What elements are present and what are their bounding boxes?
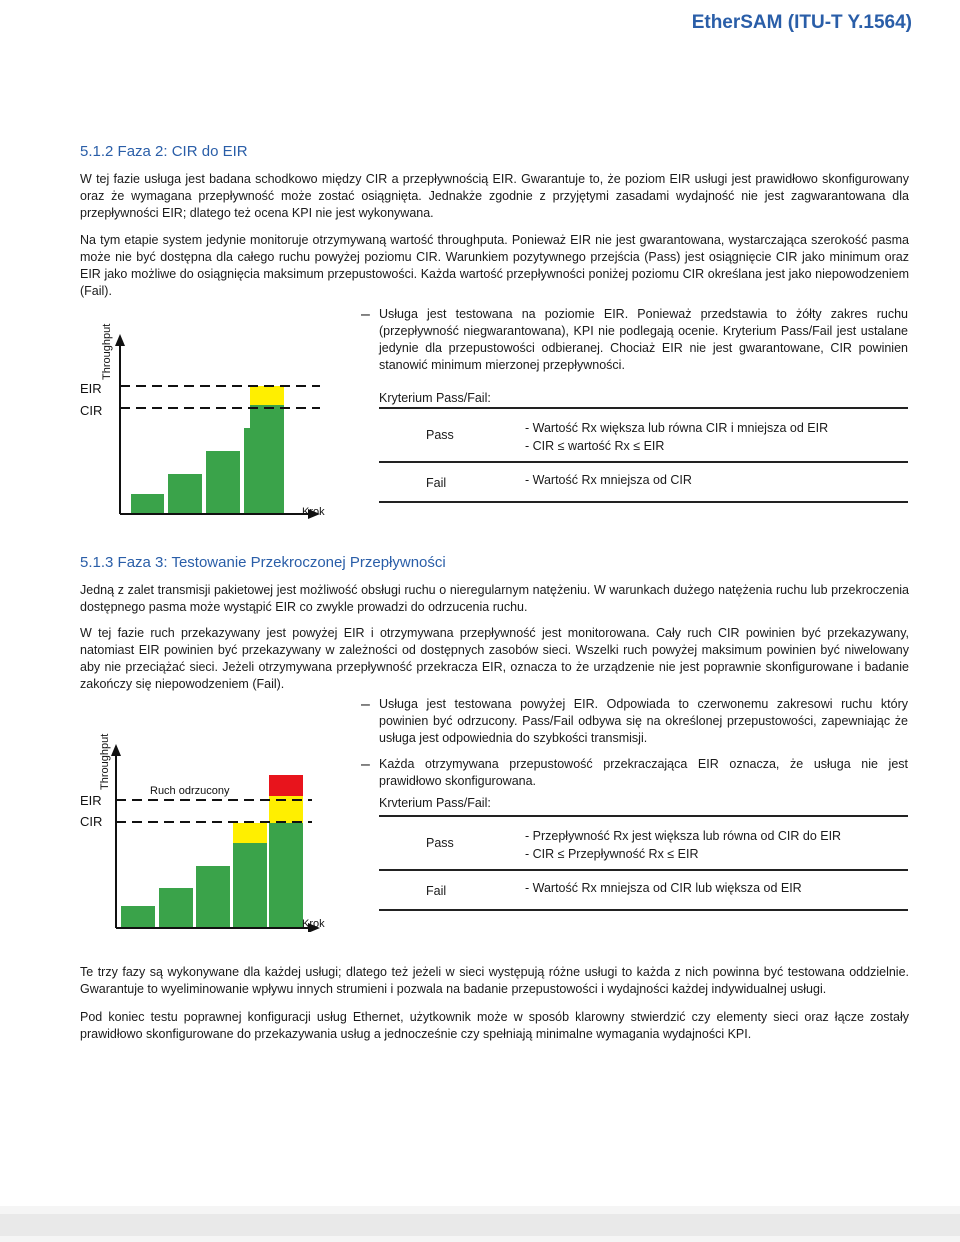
- chart1-bar-step-5-yellow: [250, 386, 284, 405]
- chart2-bar-step-3: [196, 866, 230, 928]
- chart2-bar-step-2: [159, 888, 193, 928]
- chart2-bar-step-5-red: [269, 775, 303, 796]
- phase2-fail-criterion: - Wartość Rx mniejsza od CIR: [525, 473, 692, 487]
- phase3-fail-criterion: - Wartość Rx mniejsza od CIR lub większa od EIR: [525, 881, 802, 895]
- section-heading-phase3: 5.1.3 Faza 3: Testowanie Przekroczonej Przepływności: [80, 554, 446, 571]
- table-separator: [379, 461, 908, 463]
- chart2-bars: [121, 775, 303, 928]
- phase2-pass-fail-table: [379, 407, 908, 503]
- phase3-pass-fail-table: [379, 815, 908, 911]
- chart1-bar-step-5-green: [250, 405, 284, 514]
- phase3-paragraph-2: W tej fazie ruch przekazywany jest powyżej EIR i otrzymywana przepływność jest monitorowana. Cały ruch CIR powinien być przekazywany, natomiast EIR powinien być przekazywany w zależności od dostępnych zasobów sieci. Wszelki ruch powyżej maksimum powinien być niwelowany aby nie przeciążać sieci. Jeżeli otrzymywana przepływność przekracza EIR, oznacza to że urządzenie nie jest poprawnie skonfigurowane i badanie zakończy się niepowodzeniem (Fail).: [80, 626, 909, 691]
- chart1-x-axis-label: Krok: [302, 506, 325, 518]
- chart1-bars: [131, 386, 284, 514]
- chart2-bar-step-4-green: [233, 843, 267, 928]
- phase2-bullet-text: Usługa jest testowana na poziomie EIR. Ponieważ przedstawia to żółty zakres ruchu (przepływność niegwarantowana), KPI nie podlegają ocenie. Kryterium Pass/Fail jest ustalane jedynie dla przepustowości odbieranej. Chociaż EIR nie jest gwarantowane, CIR powinien stanowić minimum mierzonej przepływności.: [379, 307, 908, 372]
- phase2-pass-label: Pass: [426, 428, 454, 442]
- chart1-y-axis-label: Throughput: [101, 323, 113, 380]
- footer-band-inner: [0, 1214, 960, 1236]
- phase3-bullet-2-text: Każda otrzymywana przepustowość przekraczająca EIR oznacza, że usługa nie jest prawidłowo skonfigurowana.: [379, 757, 908, 788]
- bullet-dash: –: [361, 756, 370, 773]
- phase2-step-chart: [76, 316, 336, 522]
- phase3-paragraph-1: Jedną z zalet transmisji pakietowej jest możliwość obsługi ruchu o nieregularnym natężeniu. W warunkach dużego natężenia ruchu lub przekroczenia dostępnego pasma może wystąpić EIR co zwykle prowadzi do odrzucenia ruchu.: [80, 583, 909, 614]
- bullet-dash: –: [361, 696, 370, 713]
- phase3-step-chart: [76, 726, 336, 932]
- chart1-eir-label: EIR: [80, 381, 102, 396]
- phase2-fail-label: Fail: [426, 476, 447, 490]
- chart2-bar-step-4-yellow: [233, 823, 267, 843]
- chart2-bar-step-5-green: [269, 823, 303, 928]
- document-header-title: EtherSAM (ITU-T Y.1564): [691, 12, 912, 33]
- phase2-bullet: [361, 306, 908, 374]
- table-separator: [379, 869, 908, 871]
- chart1-bar-step-2: [168, 474, 202, 514]
- closing-paragraph-2: Pod koniec testu poprawnej konfiguracji usług Ethernet, użytkownik może w sposób klarowny stwierdzić czy elementy sieci oraz łącze zostały prawidłowo skonfigurowane do przekazywania usług a jednocześnie czy spełniają minimalne wymagania wydajności KPI.: [80, 1010, 909, 1041]
- phase2-paragraph-1: W tej fazie usługa jest badana schodkowo między CIR a przepływnością EIR. Gwarantuje to, że poziom EIR usługi jest prawidłowo skonfigurowany oraz że wymagana przepływność może zostać osiągnięta. Jednakże zgodnie z przyjętymi zasadami wydajność nie jest zagwarantowana dla przepływności EIR; dlatego też ocena KPI nie jest wykonywana.: [80, 172, 909, 220]
- chart2-x-axis-label: Krok: [302, 918, 325, 930]
- phase3-bullet-1-text: Usługa jest testowana powyżej EIR. Odpowiada to czerwonemu zakresowi ruchu który powinien być odrzucony. Pass/Fail odbywa się na określonej przepustowości, zapewniając że usługa jest odpowiednia do szybkości transmisji.: [379, 697, 908, 745]
- phase3-criterion-title: Krvterium Pass/Fail:: [379, 796, 491, 810]
- chart1-bar-step-3: [206, 451, 240, 514]
- closing-paragraph-1: Te trzy fazy są wykonywane dla każdej usługi; dlatego też jeżeli w sieci występują różne usługi to każda z nich powinna być testowana oddzielnie. Gwarantuje to wyeliminowanie wpływu innych strumieni i pozwala na badanie przepustowości i wydajności każdej indywidualnej usługi.: [80, 965, 909, 996]
- chart2-dropped-label: Ruch odrzucony: [150, 785, 230, 797]
- section-heading-phase2: 5.1.2 Faza 2: CIR do EIR: [80, 143, 248, 160]
- phase3-bullet-1: [361, 696, 908, 747]
- chart2-bar-step-1: [121, 906, 155, 928]
- phase3-pass-criterion-2: - CIR ≤ Przepływność Rx ≤ EIR: [525, 847, 699, 861]
- chart2-y-arrow: [111, 744, 121, 756]
- phase3-fail-label: Fail: [426, 884, 447, 898]
- phase2-pass-criterion-1: - Wartość Rx większa lub równa CIR i mniejsza od EIR: [525, 421, 829, 435]
- phase2-paragraph-2: Na tym etapie system jedynie monitoruje otrzymywaną wartość throughputa. Ponieważ EIR nie jest gwarantowana, wystarczająca szerokość pasma może nie być dostępna dla całego ruchu powyżej poziomu CIR. Warunkiem pozytywnego przejścia (Pass) jest osiągnięcie CIR jako minimum oraz EIR jako możliwe do osiągnięcia maksimum przepustowości. Każda wartość przepływności poniżej poziomu CIR określana jest jako niepowodzeniem (Fail).: [80, 233, 909, 298]
- phase2-pass-criterion-2: - CIR ≤ wartość Rx ≤ EIR: [525, 439, 665, 453]
- phase3-pass-criterion-1: - Przepływność Rx jest większa lub równa od CIR do EIR: [525, 829, 842, 843]
- bullet-dash: –: [361, 306, 370, 323]
- chart2-cir-label: CIR: [80, 814, 103, 829]
- chart1-bar-step-1: [131, 494, 164, 514]
- chart1-y-arrow: [115, 334, 125, 346]
- phase2-criterion-title: Kryterium Pass/Fail:: [379, 391, 491, 405]
- chart2-y-axis-label: Throughput: [99, 733, 111, 790]
- phase3-bullet-2: [361, 756, 908, 790]
- phase3-pass-criteria: [525, 827, 841, 863]
- phase2-pass-criteria: [525, 419, 828, 455]
- chart1-cir-label: CIR: [80, 403, 103, 418]
- phase3-pass-label: Pass: [426, 836, 454, 850]
- chart2-eir-label: EIR: [80, 793, 102, 808]
